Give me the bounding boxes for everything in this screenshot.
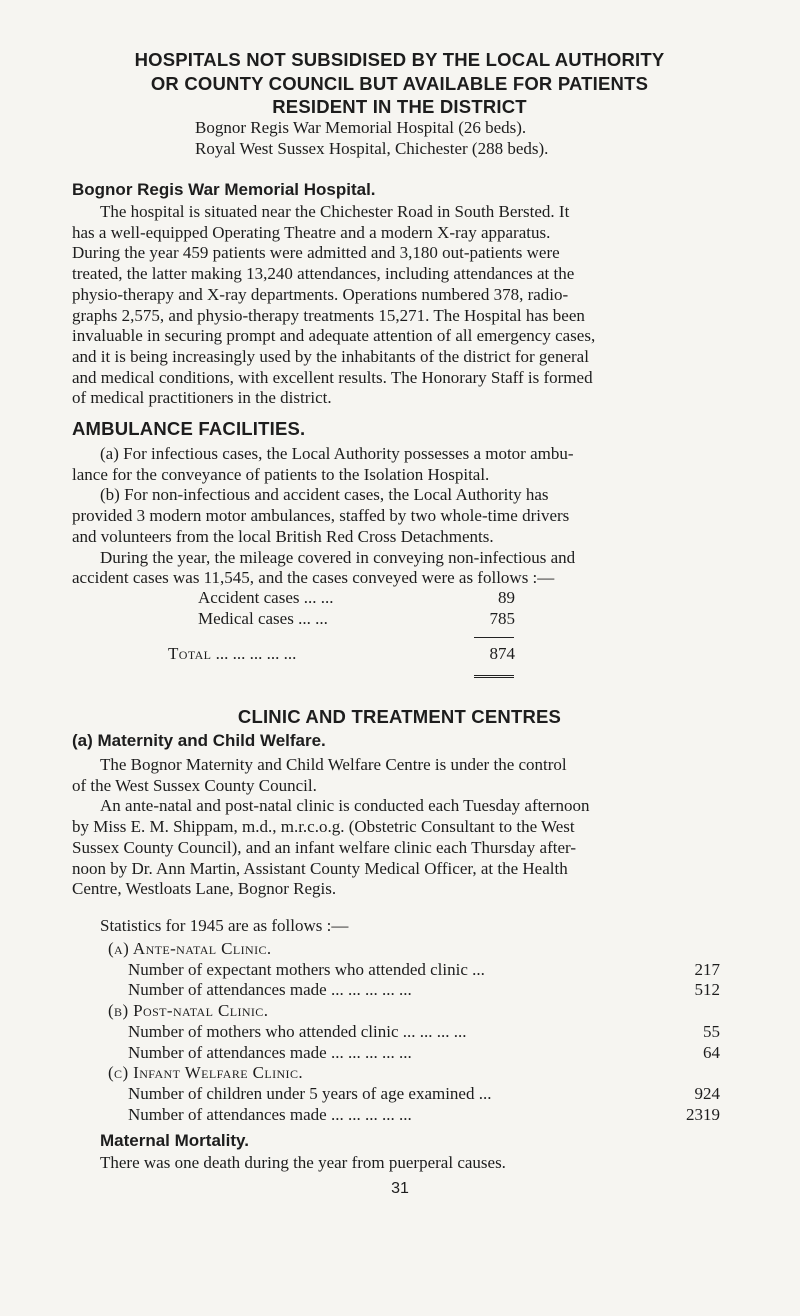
row-value: 785 xyxy=(489,608,515,628)
clinic-paragraphs xyxy=(72,755,727,900)
ambulance-paragraphs xyxy=(72,444,727,589)
table-row: Number of mothers who attended clinic ... ... ... ... 55 xyxy=(128,1021,720,1041)
clinic-title: CLINIC AND TREATMENT CENTRES xyxy=(237,706,562,727)
subtotal-rule xyxy=(474,637,514,638)
maternal-title: Maternal Mortality. xyxy=(100,1131,249,1150)
text-line: (a) For infectious cases, the Local Authority possesses a motor ambu- xyxy=(100,444,574,463)
ambulance-total xyxy=(168,644,515,665)
text-line: (b) For non-infectious and accident cases, the Local Authority has xyxy=(100,485,549,505)
text-line: of medical practitioners in the district. xyxy=(72,388,332,408)
text-line: The hospital is situated near the Chichester Road in South Bersted. It xyxy=(100,202,570,221)
group-label: (a) Ante-natal Clinic. xyxy=(108,939,272,958)
table-row: Number of children under 5 years of age examined ... 924 xyxy=(128,1083,720,1103)
hospital-item: Royal West Sussex Hospital, Chichester (288 beds). xyxy=(195,138,549,158)
bognor-title: Bognor Regis War Memorial Hospital. xyxy=(72,180,376,199)
hospital-item: Bognor Regis War Memorial Hospital (26 beds). xyxy=(195,118,527,137)
table-row: Number of attendances made ... ... ... ... ... 64 xyxy=(128,1042,720,1062)
table-row xyxy=(198,609,515,630)
row-label: Accident cases ... ... xyxy=(198,588,334,607)
ambulance-cases-table xyxy=(198,588,515,629)
clinic-subtitle: (a) Maternity and Child Welfare. xyxy=(72,731,326,750)
table-row xyxy=(198,588,515,609)
text-line: treated, the latter making 13,240 attendances, including attendances at the xyxy=(72,264,575,284)
group-label: (c) Infant Welfare Clinic. xyxy=(108,1063,304,1083)
table-row: Number of attendances made ... ... ... ... ... 2319 xyxy=(128,1104,720,1124)
maternal-text: There was one death during the year from puerperal causes. xyxy=(100,1153,506,1172)
text-line: During the year 459 patients were admitted and 3,180 out-patients were xyxy=(72,243,560,263)
text-line: noon by Dr. Ann Martin, Assistant County Medical Officer, at the Health xyxy=(72,858,568,878)
row-value: 89 xyxy=(498,588,515,607)
text-line: Centre, Westloats Lane, Bognor Regis. xyxy=(72,879,337,899)
page-number: 31 xyxy=(391,1180,409,1197)
row-label: Medical cases ... ... xyxy=(198,608,328,628)
hospitals-list xyxy=(195,118,695,159)
hospitals-heading xyxy=(72,48,727,119)
text-line: accident cases was 11,545, and the cases conveyed were as follows :— xyxy=(72,568,555,588)
total-value: 874 xyxy=(489,644,515,663)
stats-intro: Statistics for 1945 are as follows :— xyxy=(100,916,349,935)
text-line: An ante-natal and post-natal clinic is conducted each Tuesday afternoon xyxy=(100,796,590,816)
text-line: invaluable in securing prompt and adequate attention of all emergency cases, xyxy=(72,326,596,346)
text-line: has a well-equipped Operating Theatre and a modern X-ray apparatus. xyxy=(72,222,551,242)
group-label: (b) Post-natal Clinic. xyxy=(108,1001,269,1021)
table-row: Number of attendances made ... ... ... ... ... 512 xyxy=(128,980,720,1000)
text-line: and volunteers from the local British Red Cross Detachments. xyxy=(72,526,494,546)
text-line: and it is being increasingly used by the inhabitants of the district for general xyxy=(72,346,589,366)
text-line: and medical conditions, with excellent results. The Honorary Staff is formed xyxy=(72,367,593,387)
text-line: lance for the conveyance of patients to the Isolation Hospital. xyxy=(72,464,490,484)
text-line: The Bognor Maternity and Child Welfare Centre is under the control xyxy=(100,755,567,774)
text-line: physio-therapy and X-ray departments. Operations numbered 378, radio- xyxy=(72,284,569,304)
text-line: provided 3 modern motor ambulances, staffed by two whole-time drivers xyxy=(72,506,570,526)
ambulance-title: AMBULANCE FACILITIES. xyxy=(72,418,306,439)
bognor-paragraph xyxy=(72,202,727,409)
heading-line: HOSPITALS NOT SUBSIDISED BY THE LOCAL AUTHORITY xyxy=(134,49,665,70)
table-row: Number of expectant mothers who attended clinic ... 217 xyxy=(128,959,720,979)
text-line: graphs 2,575, and physio-therapy treatments 15,271. The Hospital has been xyxy=(72,305,585,325)
stats-table xyxy=(108,939,720,1125)
total-rule xyxy=(474,675,514,678)
text-line: Sussex County Council), and an infant welfare clinic each Thursday after- xyxy=(72,837,576,857)
heading-line: OR COUNTY COUNCIL BUT AVAILABLE FOR PATIENTS xyxy=(150,72,649,94)
text-line: During the year, the mileage covered in conveying non-infectious and xyxy=(100,547,576,567)
heading-line: RESIDENT IN THE DISTRICT xyxy=(272,96,527,117)
text-line: of the West Sussex County Council. xyxy=(72,775,317,795)
total-label: Total ... ... ... ... ... xyxy=(168,644,297,663)
text-line: by Miss E. M. Shippam, m.d., m.r.c.o.g. (Obstetric Consultant to the West xyxy=(72,817,575,837)
